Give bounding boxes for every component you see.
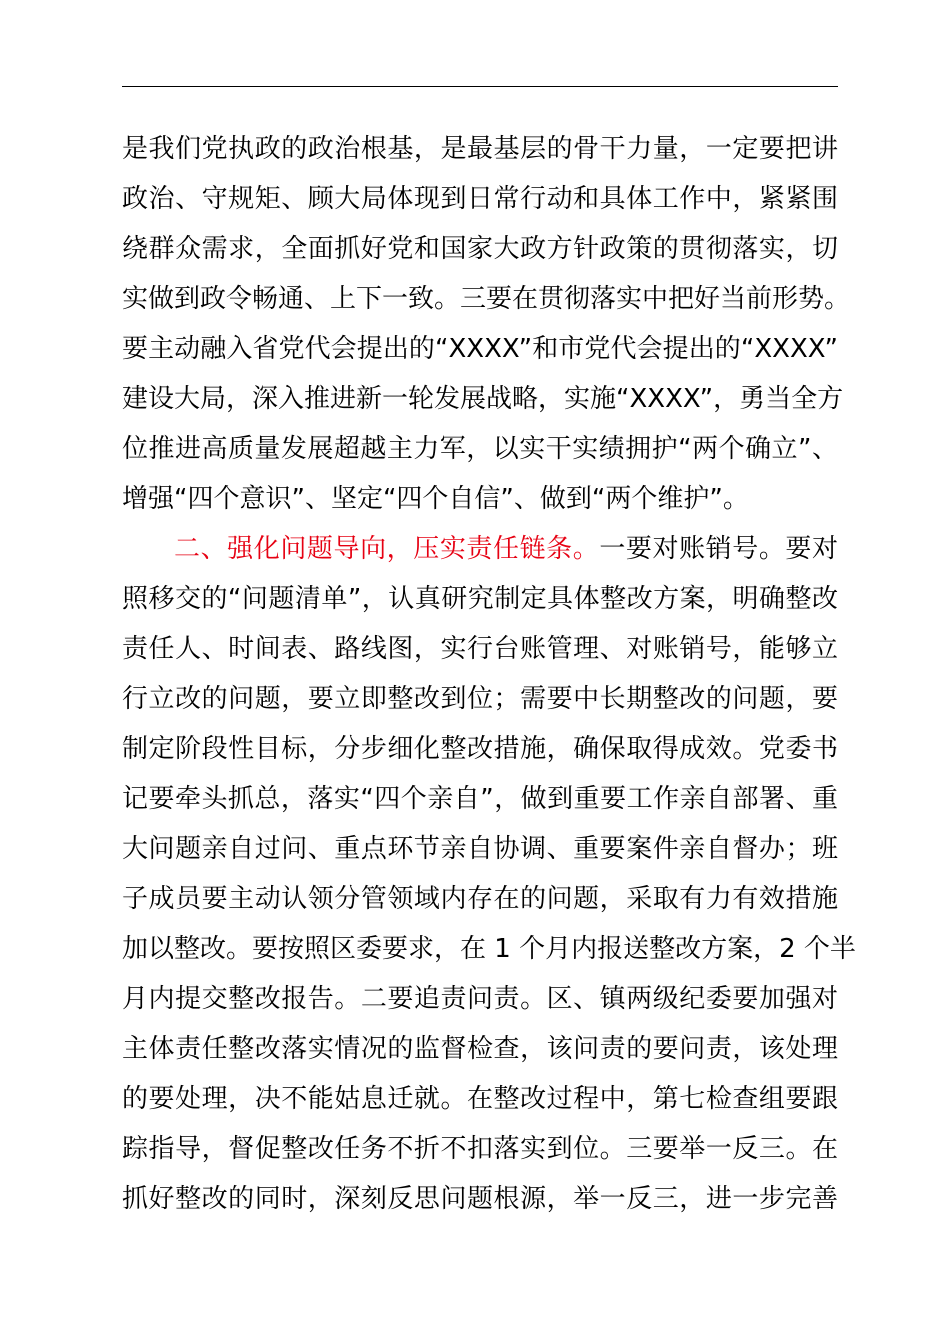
paragraph-2-first-line [122,524,838,574]
paragraph-2-line: 主体责任整改落实情况的监督检查，该问责的要问责，该处理 [122,1034,838,1064]
paragraph-2-line: 子成员要主动认领分管领域内存在的问题，采取有力有效措施 [122,884,838,914]
paragraph-2-line: 踪指导，督促整改任务不折不扣落实到位。三要举一反三。在 [122,1134,838,1164]
paragraph-1-line: 实做到政令畅通、上下一致。三要在贯彻落实中把好当前形势。 [122,284,851,314]
paragraph-1 [122,124,851,524]
paragraph-2-line: 的要处理，决不能姑息迁就。在整改过程中，第七检查组要跟 [122,1084,838,1114]
paragraph-1-line: 绕群众需求，全面抓好党和国家大政方针政策的贯彻落实，切 [122,234,838,264]
paragraph-2-line: 大问题亲自过问、重点环节亲自协调、重要案件亲自督办；班 [122,834,838,864]
paragraph-2-line: 照移交的“问题清单”，认真研究制定具体整改方案，明确整改 [122,584,838,614]
section-heading: 二、强化问题导向，压实责任链条。 [174,534,600,564]
paragraph-2-line: 月内提交整改报告。二要追责问责。区、镇两级纪委要加强对 [122,984,838,1014]
paragraph-1-line: 是我们党执政的政治根基，是最基层的骨干力量，一定要把讲 [122,134,838,164]
paragraph-2-first-line-text: 一要对账销号。要对 [599,534,838,564]
paragraph-2-line: 制定阶段性目标，分步细化整改措施，确保取得成效。党委书 [122,734,838,764]
paragraph-2-line: 责任人、时间表、路线图，实行台账管理、对账销号，能够立 [122,634,838,664]
document-body [122,124,856,1224]
paragraph-1-line: 要主动融入省党代会提出的“XXXX”和市党代会提出的“XXXX” [122,334,838,364]
paragraph-1-line: 政治、守规矩、顾大局体现到日常行动和具体工作中，紧紧围 [122,184,838,214]
header-rule [122,86,838,87]
paragraph-1-line: 增强“四个意识”、坚定“四个自信”、做到“两个维护”。 [122,484,749,514]
paragraph-2-line: 行立改的问题，要立即整改到位；需要中长期整改的问题，要 [122,684,838,714]
paragraph-2-line: 记要牵头抓总，落实“四个亲自”，做到重要工作亲自部署、重 [122,784,838,814]
paragraph-1-line: 位推进高质量发展超越主力军，以实干实绩拥护“两个确立”、 [122,434,838,464]
paragraph-2-line: 抓好整改的同时，深刻反思问题根源，举一反三，进一步完善 [122,1184,838,1214]
paragraph-2 [122,524,856,1224]
paragraph-1-line: 建设大局，深入推进新一轮发展战略，实施“XXXX”，勇当全方 [122,384,844,414]
paragraph-2-line: 加以整改。要按照区委要求，在 1 个月内报送整改方案，2 个半 [122,934,856,964]
